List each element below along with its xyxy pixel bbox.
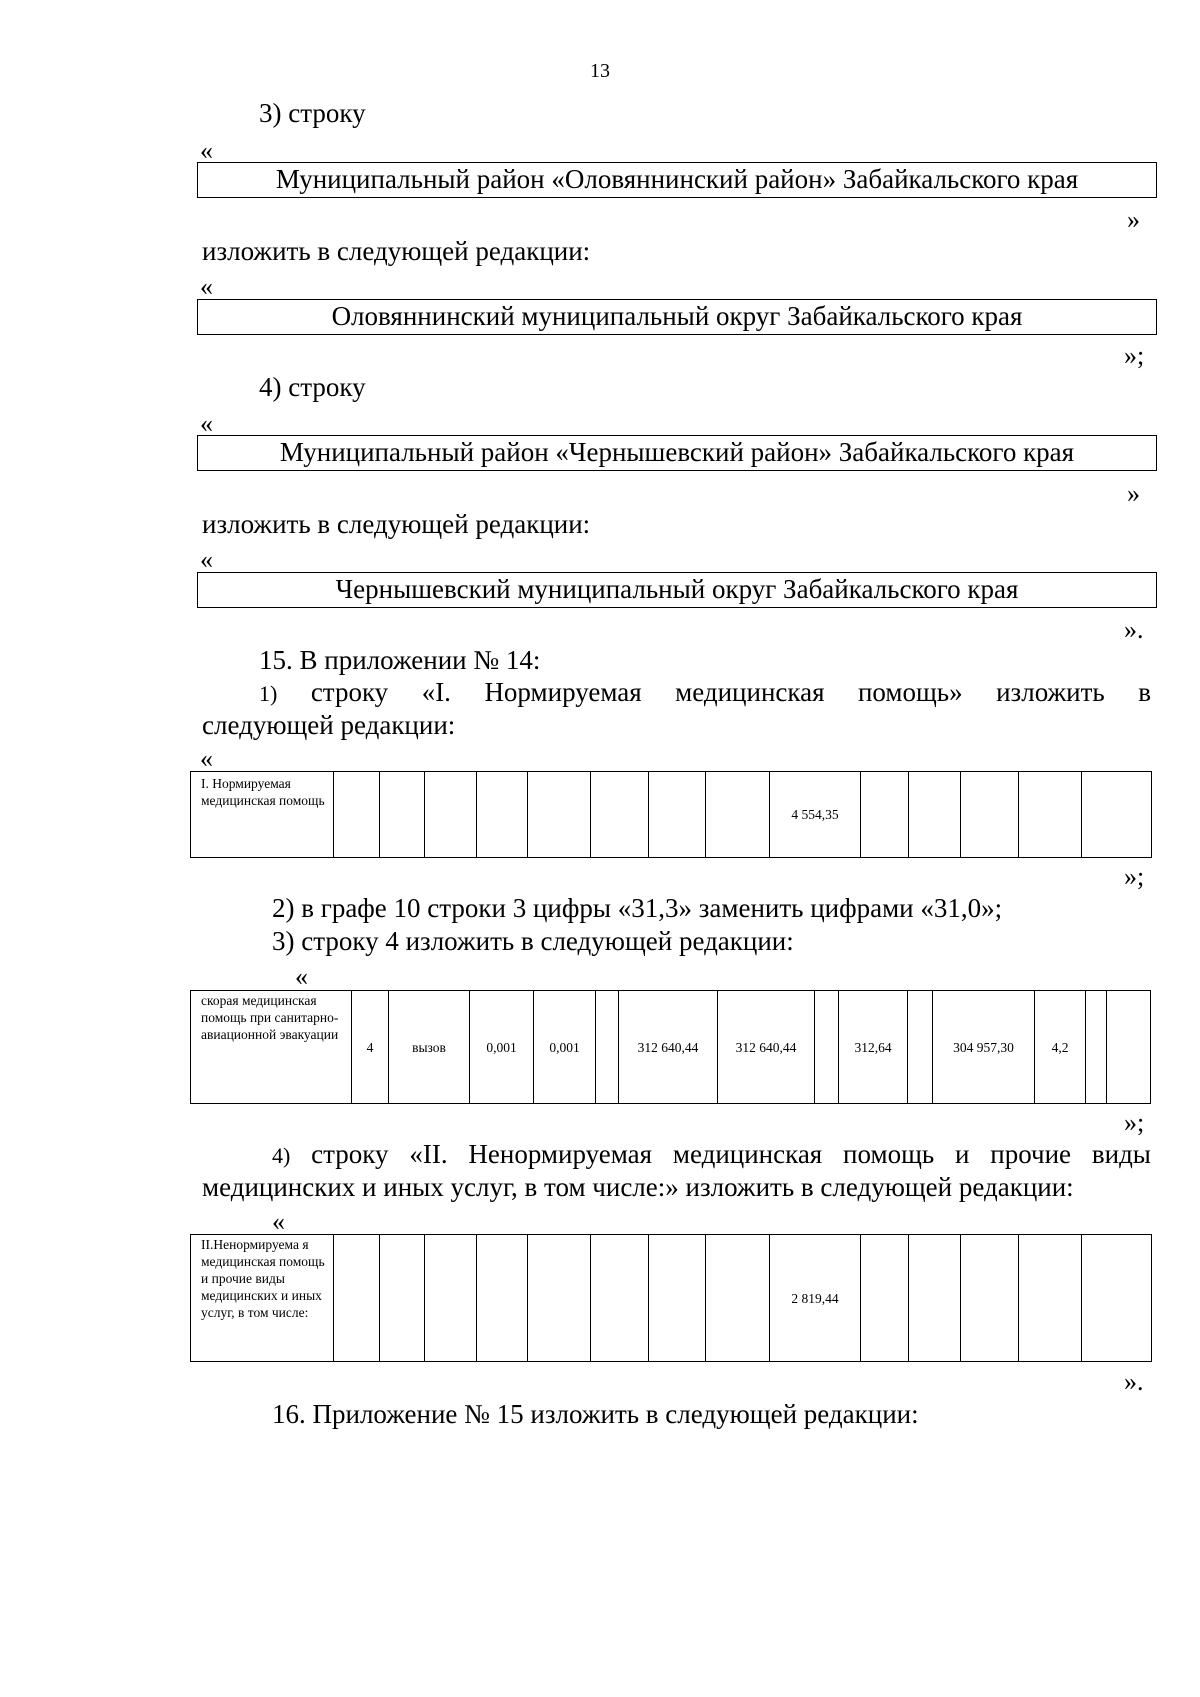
cell <box>477 772 528 858</box>
s15-item4-line1 <box>272 1139 1151 1171</box>
word: в <box>1138 677 1151 707</box>
table-row <box>191 991 1151 1104</box>
norm-cell: 0,001 <box>534 991 596 1104</box>
close-quote-semicolon: »; <box>1124 341 1145 370</box>
cell <box>425 772 477 858</box>
cell <box>649 772 706 858</box>
cell <box>528 1235 591 1362</box>
cell <box>596 991 619 1104</box>
close-quote: » <box>1127 205 1140 234</box>
cell <box>861 772 909 858</box>
cell <box>961 1235 1019 1362</box>
section16: 16. Приложение № 15 изложить в следующей редакции: <box>272 1399 919 1429</box>
per-capita-cell: 312,64 <box>839 991 908 1104</box>
row-number-cell: 4 <box>352 991 389 1104</box>
word: прочие <box>990 1139 1072 1169</box>
close-quote: » <box>1127 479 1140 508</box>
box-chernyshevsk-new: Чернышевский муниципальный округ Забайкальского края <box>197 572 1157 608</box>
replace-text: изложить в следующей редакции: <box>202 509 591 539</box>
word: медицинская <box>672 1139 823 1169</box>
cell <box>591 1235 649 1362</box>
table-row <box>191 772 1152 858</box>
open-quote: « <box>295 962 308 991</box>
open-quote: « <box>200 136 213 165</box>
word: помощь» <box>857 677 963 707</box>
cell <box>908 991 933 1104</box>
table-row4-ambulance <box>190 990 1151 1104</box>
cell <box>1019 772 1082 858</box>
cell <box>815 991 839 1104</box>
cost-cell: 312 640,44 <box>718 991 815 1104</box>
word: медицинская <box>675 677 825 707</box>
open-quote: « <box>200 409 213 438</box>
cell <box>1086 991 1107 1104</box>
box-oloviannaya-old: Муниципальный район «Оловяннинский район» Забайкальского края <box>197 162 1157 198</box>
cell <box>706 772 770 858</box>
word: и <box>955 1139 970 1169</box>
table-normed-care <box>190 771 1152 858</box>
cell <box>909 1235 961 1362</box>
s15-item4-line2: медицинских и иных услуг, в том числе:» изложить в следующей редакции: <box>202 1172 1074 1202</box>
cell <box>706 1235 770 1362</box>
word: строку <box>311 1139 389 1169</box>
cell <box>1082 1235 1152 1362</box>
s15-item3: 3) строку 4 изложить в следующей редакции: <box>272 926 794 956</box>
close-quote-semicolon: »; <box>1124 1108 1145 1137</box>
page-number: 13 <box>590 60 610 82</box>
open-quote: « <box>200 545 213 574</box>
box-chernyshevsk-old: Муниципальный район «Чернышевский район» Забайкальского края <box>197 435 1157 471</box>
section15-header: 15. В приложении № 14: <box>259 645 541 675</box>
value-cell: 2 819,44 <box>770 1235 861 1362</box>
item3-header: 3) строку <box>259 98 366 128</box>
cell <box>1082 772 1152 858</box>
cell <box>1019 1235 1082 1362</box>
word: «I. <box>421 677 451 707</box>
close-quote-period: ». <box>1124 615 1144 644</box>
unit-cell: вызов <box>389 991 470 1104</box>
item4-header: 4) строку <box>259 372 366 402</box>
word: строку <box>310 677 389 707</box>
word: изложить <box>996 677 1105 707</box>
row-label: II.Ненормируема я медицинская помощь и прочие виды медицинских и иных услуг, в том числе: <box>191 1235 334 1362</box>
s15-item1-num: 1) <box>259 681 278 706</box>
cell <box>425 1235 477 1362</box>
cell <box>961 772 1019 858</box>
cell <box>1107 991 1151 1104</box>
value-cell: 4 554,35 <box>770 772 861 858</box>
word: Ненормируемая <box>468 1139 653 1169</box>
cell <box>380 772 425 858</box>
word: виды <box>1091 1139 1151 1169</box>
row-label: I. Нормируемая медицинская помощь <box>191 772 334 858</box>
open-quote: « <box>200 272 213 301</box>
word: «II. <box>409 1139 448 1169</box>
row-label: скорая медицинская помощь при санитарно-авиационной эвакуации <box>191 991 352 1104</box>
cell <box>649 1235 706 1362</box>
norm-cell: 0,001 <box>470 991 534 1104</box>
open-quote: « <box>272 1207 285 1236</box>
cell <box>591 772 649 858</box>
close-quote-semicolon: »; <box>1124 862 1145 891</box>
cell <box>528 772 591 858</box>
cell <box>334 772 380 858</box>
cost-cell: 312 640,44 <box>619 991 718 1104</box>
table-non-normed-care <box>190 1234 1152 1362</box>
cell <box>909 772 961 858</box>
table-row <box>191 1235 1152 1362</box>
s15-item4-num: 4) <box>272 1143 291 1168</box>
total-cell: 304 957,30 <box>933 991 1035 1104</box>
percent-cell: 4,2 <box>1035 991 1086 1104</box>
box-oloviannaya-new: Оловяннинский муниципальный округ Забайкальского края <box>197 299 1157 335</box>
word: Нормируемая <box>484 677 642 707</box>
cell <box>861 1235 909 1362</box>
open-quote: « <box>200 744 213 773</box>
close-quote-period: ». <box>1124 1367 1144 1396</box>
s15-item2: 2) в графе 10 строки 3 цифры «31,3» заменить цифрами «31,0»; <box>272 893 1003 923</box>
cell <box>380 1235 425 1362</box>
cell <box>477 1235 528 1362</box>
replace-text: изложить в следующей редакции: <box>202 236 591 266</box>
word: помощь <box>843 1139 935 1169</box>
s15-item1-line1 <box>259 677 1151 709</box>
cell <box>334 1235 380 1362</box>
s15-item1-line2: следующей редакции: <box>202 710 456 740</box>
